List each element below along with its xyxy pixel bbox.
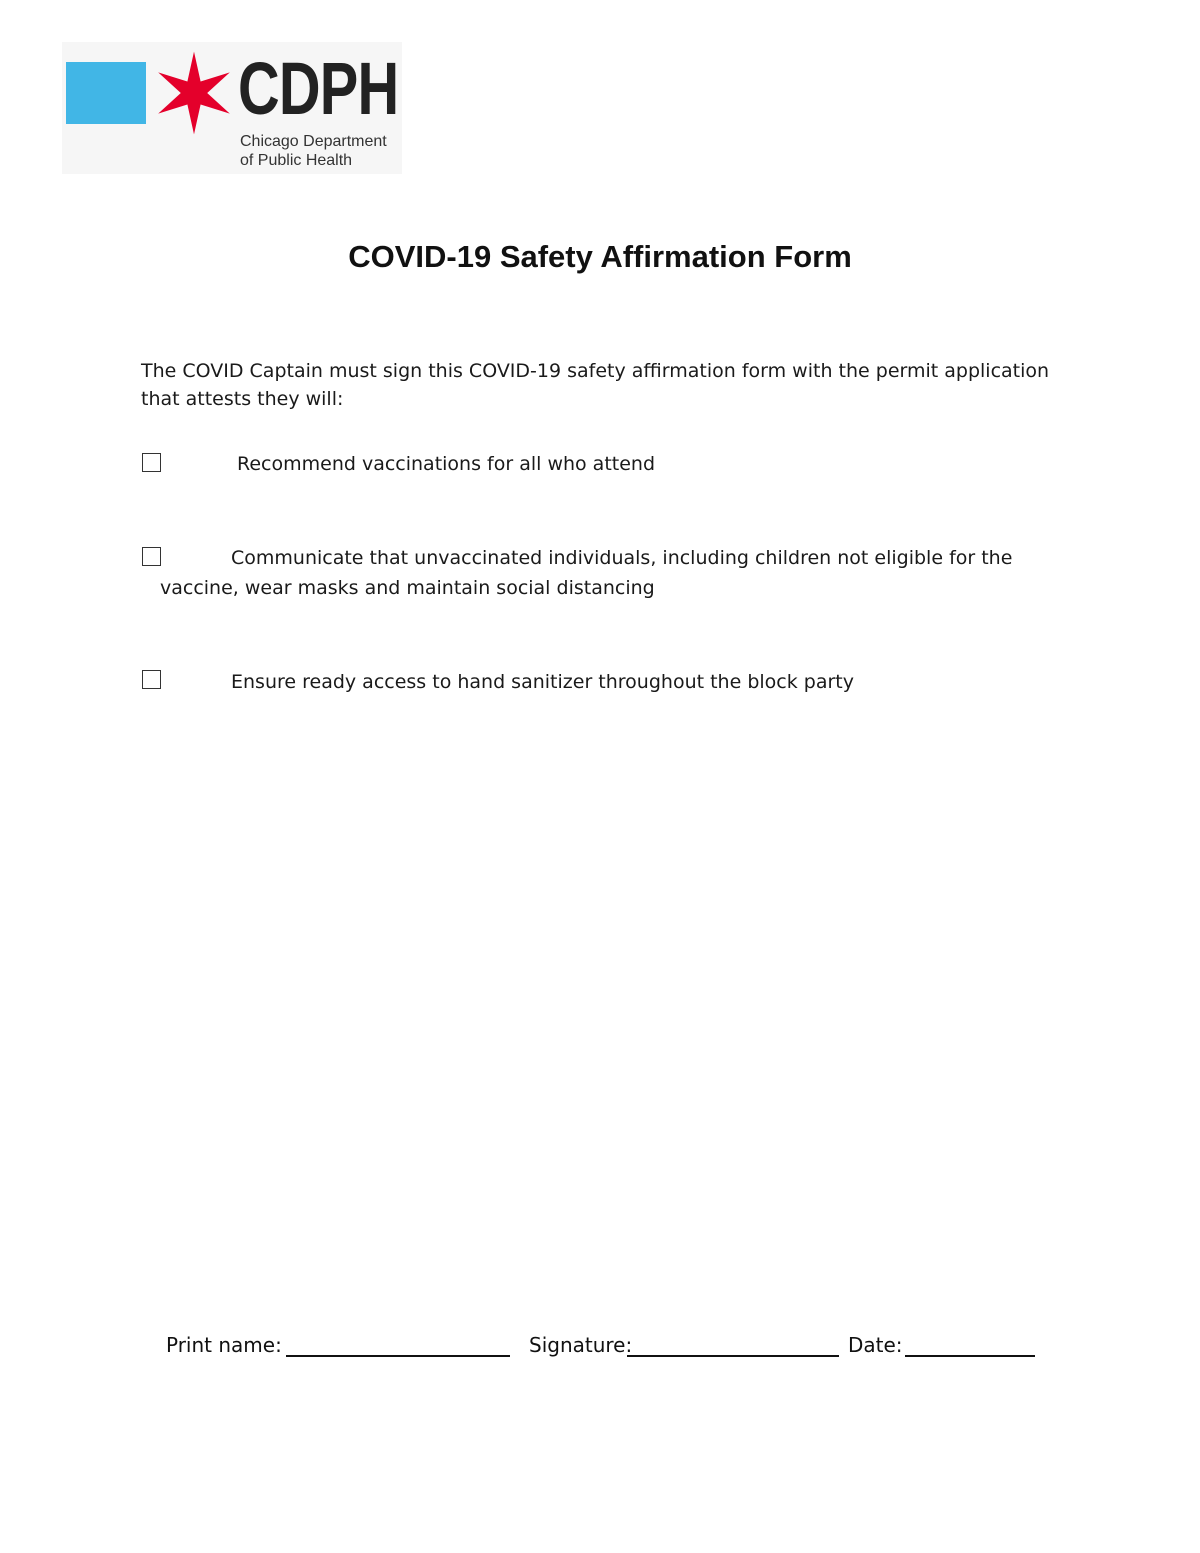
- signature-label: Signature:: [529, 1333, 633, 1357]
- intro-line1: The COVID Captain must sign this COVID-19 safety affirmation form with the permit application: [141, 360, 1050, 382]
- item-communicate-masks-line1: Communicate that unvaccinated individuals, including children not eligible for the: [231, 547, 1013, 569]
- checkbox-communicate-masks[interactable]: [142, 547, 161, 566]
- intro-paragraph: [141, 357, 1071, 413]
- page-title: COVID-19 Safety Affirmation Form: [348, 239, 852, 274]
- print-name-label: Print name:: [166, 1333, 282, 1357]
- item-recommend-vaccinations: Recommend vaccinations for all who attend: [237, 453, 656, 475]
- date-field[interactable]: [905, 1355, 1035, 1357]
- item-communicate-masks-line2: vaccine, wear masks and maintain social distancing: [160, 577, 655, 599]
- intro-line2: that attests they will:: [141, 388, 344, 410]
- cdph-logo: [62, 42, 402, 174]
- signature-field[interactable]: [627, 1355, 839, 1357]
- date-label: Date:: [848, 1333, 903, 1357]
- chicago-star-icon: [150, 46, 238, 140]
- logo-subtitle: [240, 132, 387, 170]
- logo-blue-block: [66, 62, 146, 124]
- logo-acronym: CDPH: [238, 47, 399, 130]
- item-hand-sanitizer: Ensure ready access to hand sanitizer throughout the block party: [231, 671, 854, 693]
- checkbox-hand-sanitizer[interactable]: [142, 670, 161, 689]
- print-name-field[interactable]: [286, 1355, 510, 1357]
- logo-subtitle-line2: of Public Health: [240, 152, 353, 169]
- checkbox-recommend-vaccinations[interactable]: [142, 453, 161, 472]
- logo-subtitle-line1: Chicago Department: [240, 133, 387, 150]
